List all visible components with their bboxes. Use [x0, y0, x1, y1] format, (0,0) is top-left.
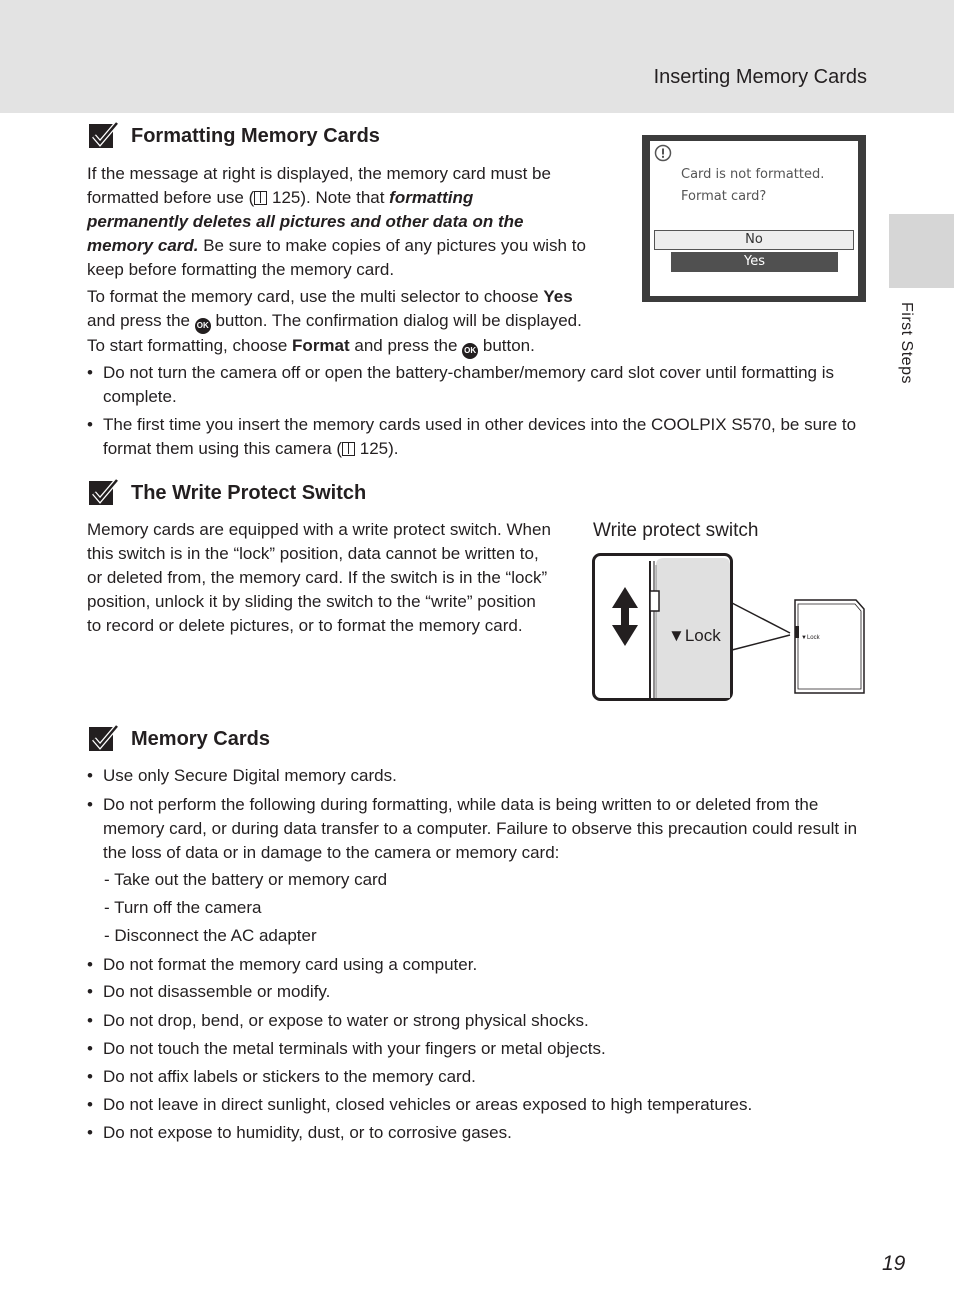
check-icon	[88, 122, 119, 150]
list-item: • Do not drop, bend, or expose to water or strong physical shocks.	[87, 1011, 589, 1030]
list-item: • Do not turn the camera off or open the battery-chamber/memory card slot cover until formatting is complete.	[87, 363, 835, 406]
section-heading-formatting	[88, 122, 380, 150]
figure-label: Write protect switch	[593, 520, 759, 541]
write-protect-figure	[592, 553, 867, 703]
list-item: • Use only Secure Digital memory cards.	[87, 766, 397, 785]
ok-button-icon: OK	[462, 343, 478, 359]
paragraph-write-protect: Memory cards are equipped with a write protect switch. When this switch is in the “lock” position, data cannot be written to, or deleted from, the memory card. If the switch is in the “lock” position, unlock it by sliding the switch to the “write” position to record or delete pictures, or to format the memory card.	[87, 520, 551, 635]
check-icon	[88, 725, 119, 753]
camera-message-line: Format card?	[681, 189, 767, 204]
check-icon	[88, 479, 119, 507]
list-item: • Do not touch the metal terminals with your fingers or metal objects.	[87, 1039, 606, 1058]
list-item: • Do not affix labels or stickers to the memory card.	[87, 1067, 476, 1086]
reference-book-icon	[254, 191, 267, 205]
reference-book-icon	[342, 442, 355, 456]
paragraph-format-steps: To format the memory card, use the multi selector to choose Yes and press the OK button. The confirmation dialog will be displayed. To start formatting, choose Format and press the OK button.	[87, 285, 582, 359]
section-heading-memory-cards	[88, 725, 270, 753]
ok-button-icon: OK	[195, 318, 211, 334]
side-tab-label: First Steps	[898, 302, 915, 384]
header-title: Inserting Memory Cards	[653, 66, 867, 88]
camera-message-line: Card is not formatted.	[681, 167, 825, 182]
camera-screen-display	[650, 141, 858, 296]
page-number: 19	[882, 1252, 906, 1275]
camera-option-yes: Yes	[671, 252, 838, 272]
side-tab	[889, 214, 954, 288]
section-title: The Write Protect Switch	[131, 481, 367, 504]
header-band	[0, 0, 954, 113]
sub-list-item: - Take out the battery or memory card	[104, 870, 388, 889]
list-item: • Do not expose to humidity, dust, or to corrosive gases.	[87, 1123, 512, 1142]
paragraph-format-intro: If the message at right is displayed, the memory card must be formatted before use ( 125). Note that formatting permanently deletes all pictures and other data on the memory card. Be sure to make copies of any pictures you wish to keep before formatting the memory card.	[87, 164, 586, 279]
section-title: Formatting Memory Cards	[131, 124, 380, 147]
camera-option-no: No	[654, 230, 854, 250]
sub-list-item: - Disconnect the AC adapter	[104, 926, 317, 945]
warning-icon	[654, 144, 672, 162]
list-item: • Do not disassemble or modify.	[87, 982, 331, 1001]
section-title: Memory Cards	[131, 727, 270, 750]
section-heading-write-protect	[88, 479, 366, 507]
list-item: • Do not format the memory card using a computer.	[87, 955, 478, 974]
lock-label-small: ▼Lock	[801, 635, 820, 641]
list-item: • The first time you insert the memory cards used in other devices into the COOLPIX S570, be sure to format them using this camera ( 125).	[87, 415, 857, 458]
sub-list-item: - Turn off the camera	[104, 898, 262, 917]
lock-label: ▼Lock	[668, 626, 721, 645]
list-item: • Do not leave in direct sunlight, closed vehicles or areas exposed to high temperatures.	[87, 1095, 753, 1114]
list-item: • Do not perform the following during formatting, while data is being written to or deleted from the memory card, or during data transfer to a computer. Failure to observe this precaution could result in the loss of data or in damage to the camera or memory card:	[87, 795, 858, 862]
